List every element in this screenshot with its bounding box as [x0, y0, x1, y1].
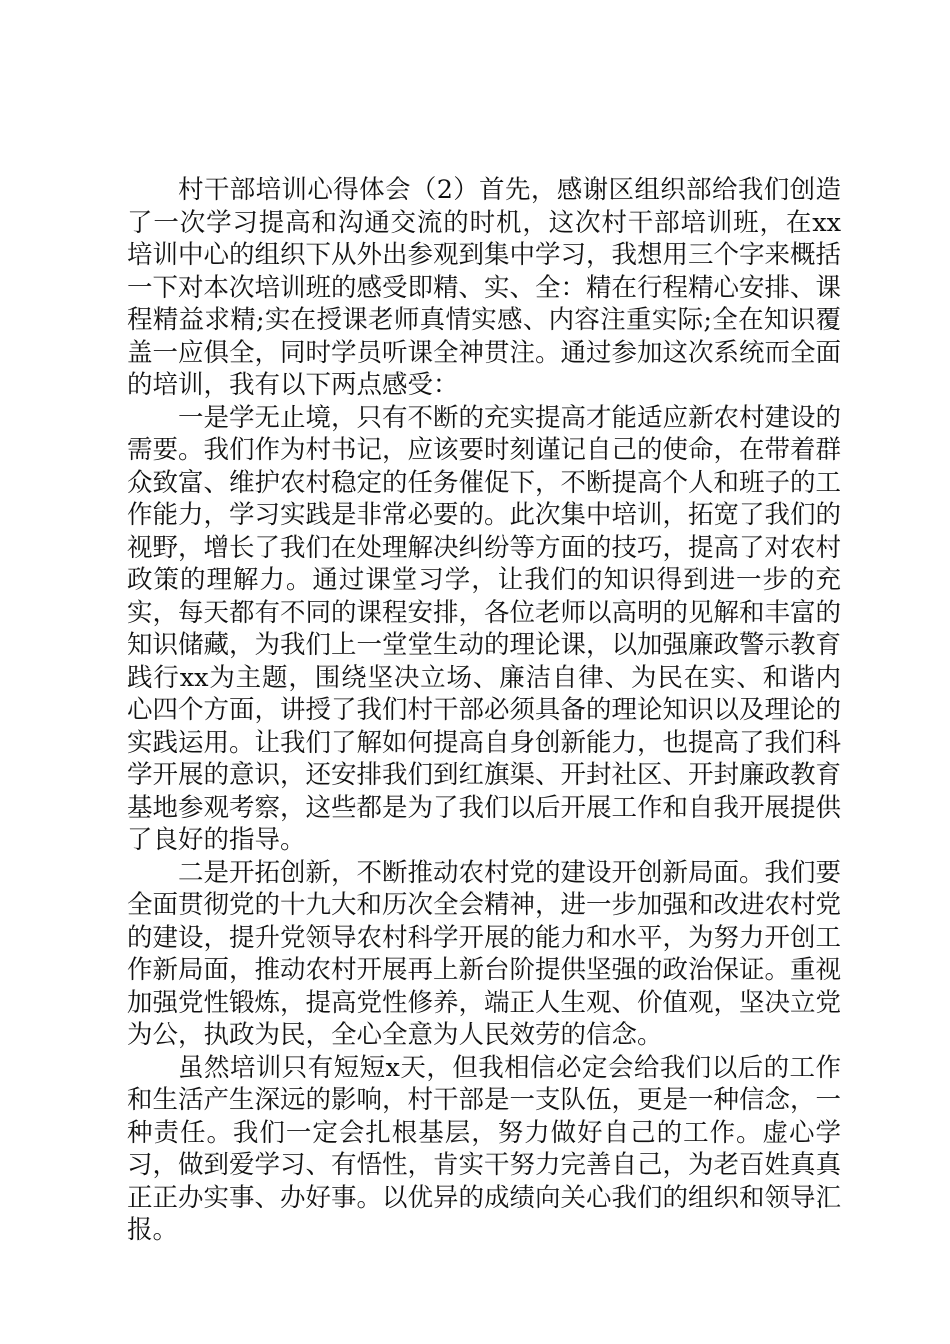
paragraph-conclusion: 虽然培训只有短短x天，但我相信必定会给我们以后的工作和生活产生深远的影响，村干部是一支队伍，更是一种信念，一种责任。我们一定会扎根基层，努力做好自己的工作。虚心学习，做到爱学习、有悟性，肯实干努力完善自己，为老百姓真真正正办实事、办好事。以优异的成绩向关心我们的组织和领导汇报。 [127, 1052, 842, 1245]
document-body [127, 174, 841, 1247]
paragraph-intro: 村干部培训心得体会（2）首先，感谢区组织部给我们创造了一次学习提高和沟通交流的时机，这次村干部培训班，在xx培训中心的组织下从外出参观到集中学习，我想用三个字来概括一下对本次培训班的感受即精、实、全：精在行程精心安排、课程精益求精;实在授课老师真情实感、内容注重实际;全在知识覆盖一应俱全，同时学员听课全神贯注。通过参加这次系统而全面的培训，我有以下两点感受： [127, 175, 842, 400]
paragraph-second-point: 二是开拓创新，不断推动农村党的建设开创新局面。我们要全面贯彻党的十九大和历次全会精神，进一步加强和改进农村党的建设，提升党领导农村科学开展的能力和水平，为努力开创工作新局面，推动农村开展再上新台阶提供坚强的政治保证。重视加强党性锻炼，提高党性修养，端正人生观、价值观，坚决立党为公，执政为民，全心全意为人民效劳的信念。 [127, 857, 842, 1050]
paragraph-first-point: 一是学无止境，只有不断的充实提高才能适应新农村建设的需要。我们作为村书记，应该要时刻谨记自己的使命，在带着群众致富、维护农村稳定的任务催促下，不断提高个人和班子的工作能力，学习实践是非常必要的。此次集中培训，拓宽了我们的视野，增长了我们在处理解决纠纷等方面的技巧，提高了对农村政策的理解力。通过课堂习学，让我们的知识得到进一步的充实，每天都有不同的课程安排，各位老师以高明的见解和丰富的知识储藏，为我们上一堂堂生动的理论课，以加强廉政警示教育践行xx为主题，围绕坚决立场、廉洁自律、为民在实、和谐内心四个方面，讲授了我们村干部必须具备的理论知识以及理论的实践运用。让我们了解如何提高自身创新能力，也提高了我们科学开展的意识，还安排我们到红旗渠、开封社区、开封廉政教育基地参观考察，这些都是为了我们以后开展工作和自我开展提供了良好的指导。 [127, 402, 842, 855]
